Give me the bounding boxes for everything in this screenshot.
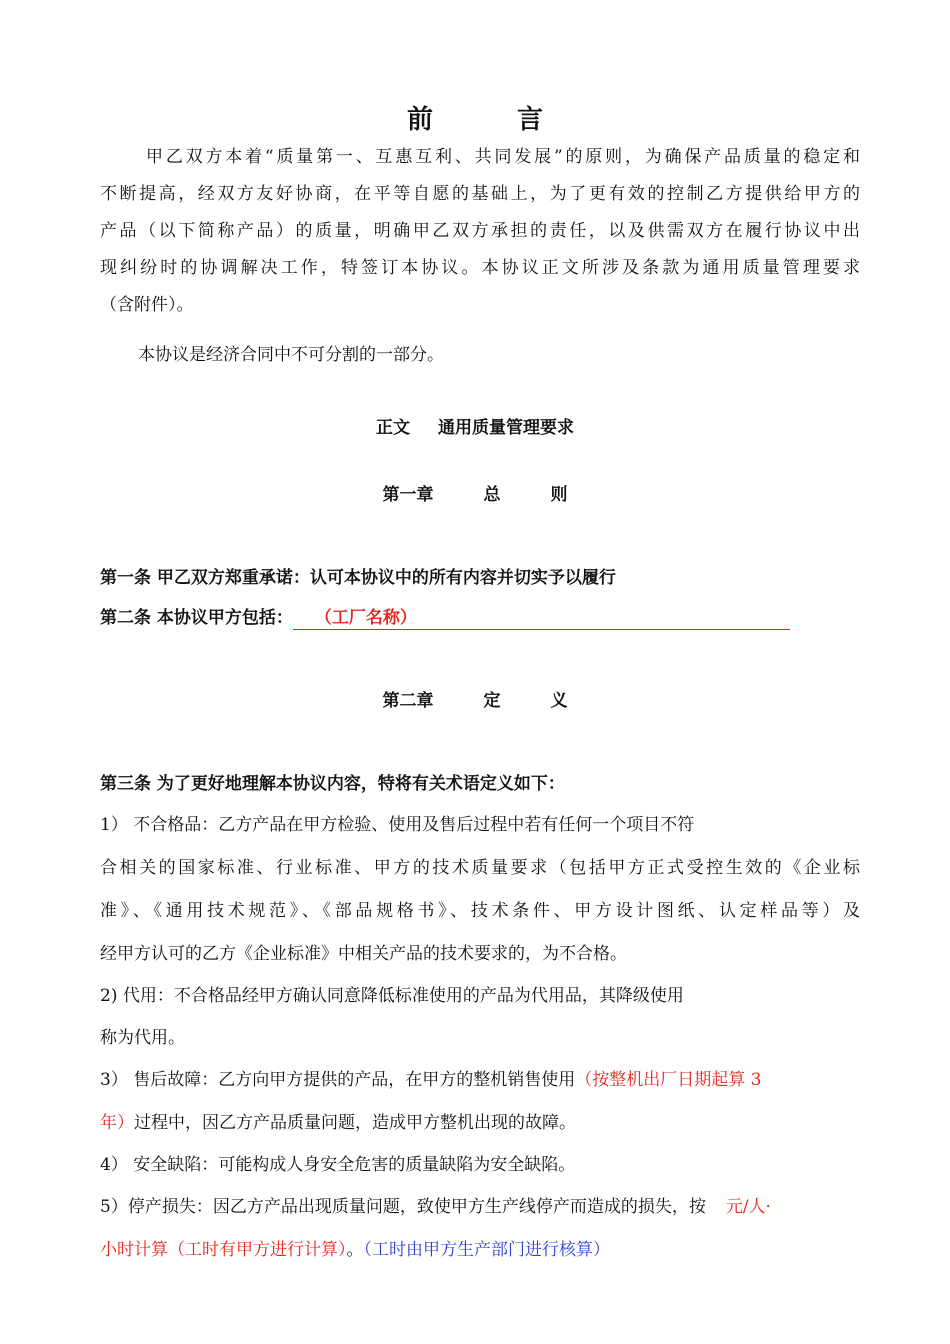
definition-3-warranty-red: （按整机出厂日期起算 3 xyxy=(575,1070,762,1090)
preface-line-4: 现纠纷时的协调解决工作，特签订本协议。本协议正文所涉及条款为通用质量管理要求 xyxy=(100,258,860,278)
definition-3-text: 3） 售后故障：乙方向甲方提供的产品，在甲方的整机销售使用 xyxy=(100,1070,576,1090)
definition-5-line-2 xyxy=(100,1238,865,1262)
preface-line-1: 甲乙双方本着“质量第一、互惠互利、共同发展”的原则，为确保产品质量的稳定和 xyxy=(146,147,860,167)
main-heading-left: 正文 xyxy=(376,418,410,438)
article-2 xyxy=(100,606,865,630)
preface-line-5: （含附件）。 xyxy=(100,295,194,315)
definition-3-line-1 xyxy=(100,1068,865,1092)
chapter-1-heading xyxy=(0,483,950,507)
definition-5-period: 。 xyxy=(346,1240,364,1260)
main-heading-right: 通用质量管理要求 xyxy=(438,418,574,438)
definition-1-line-3: 准》、《通用技术规范》、《部品规格书》、技术条件、甲方设计图纸、认定样品等）及 xyxy=(100,901,860,921)
chapter-1-title-a: 总 xyxy=(483,485,501,505)
definition-3-line-2 xyxy=(100,1111,865,1135)
definition-3-warranty-red-2: 年） xyxy=(100,1113,134,1133)
factory-name-field[interactable]: （工厂名称） xyxy=(293,607,790,630)
chapter-1-title-b: 则 xyxy=(550,485,568,505)
definition-5-note-blue: （工时由甲方生产部门进行核算） xyxy=(363,1240,610,1260)
preface-line-2: 不断提高，经双方友好协商，在平等自愿的基础上，为了更有效的控制乙方提供给甲方的 xyxy=(100,184,860,204)
definition-5-rate-red: 元/人· xyxy=(725,1197,771,1217)
preface-line-3: 产品（以下简称产品）的质量，明确甲乙双方承担的责任，以及供需双方在履行协议中出 xyxy=(100,221,860,241)
page-title-right: 言 xyxy=(517,105,544,135)
preface-paragraph-2: 本协议是经济合同中不可分割的一部分。 xyxy=(138,345,444,365)
definition-1-line-1: 1） 不合格品：乙方产品在甲方检验、使用及售后过程中若有任何一个项目不符 xyxy=(100,815,695,835)
definition-2-line-1: 2) 代用：不合格品经甲方确认同意降低标准使用的产品为代用品，其降级使用 xyxy=(100,986,684,1006)
definition-1-line-2: 合相关的国家标准、行业标准、甲方的技术质量要求（包括甲方正式受控生效的《企业标 xyxy=(100,858,860,878)
definition-2-line-2: 称为代用。 xyxy=(100,1028,185,1048)
page-title xyxy=(0,104,950,136)
definition-4: 4） 安全缺陷：可能构成人身安全危害的质量缺陷为安全缺陷。 xyxy=(100,1155,576,1175)
article-1: 第一条 甲乙双方郑重承诺：认可本协议中的所有内容并切实予以履行 xyxy=(100,568,616,588)
definition-5-calc-red: 小时计算（工时有甲方进行计算） xyxy=(100,1240,347,1260)
chapter-2-number: 第二章 xyxy=(382,691,434,711)
article-2-label: 第二条 本协议甲方包括： xyxy=(100,608,293,628)
main-heading xyxy=(0,416,950,440)
chapter-2-title-b: 义 xyxy=(550,691,568,711)
chapter-2-title-a: 定 xyxy=(483,691,501,711)
definition-3-text-2: 过程中，因乙方产品质量问题，造成甲方整机出现的故障。 xyxy=(134,1113,576,1133)
page-title-left: 前 xyxy=(406,105,433,135)
definition-5-line-1 xyxy=(100,1195,865,1219)
chapter-2-heading xyxy=(0,689,950,713)
definition-1-line-4: 经甲方认可的乙方《企业标准》中相关产品的技术要求的，为不合格。 xyxy=(100,944,627,964)
definition-5-text: 5）停产损失：因乙方产品出现质量问题，致使甲方生产线停产而造成的损失，按 xyxy=(100,1197,706,1217)
chapter-1-number: 第一章 xyxy=(382,485,434,505)
article-3: 第三条 为了更好地理解本协议内容，特将有关术语定义如下： xyxy=(100,774,565,794)
